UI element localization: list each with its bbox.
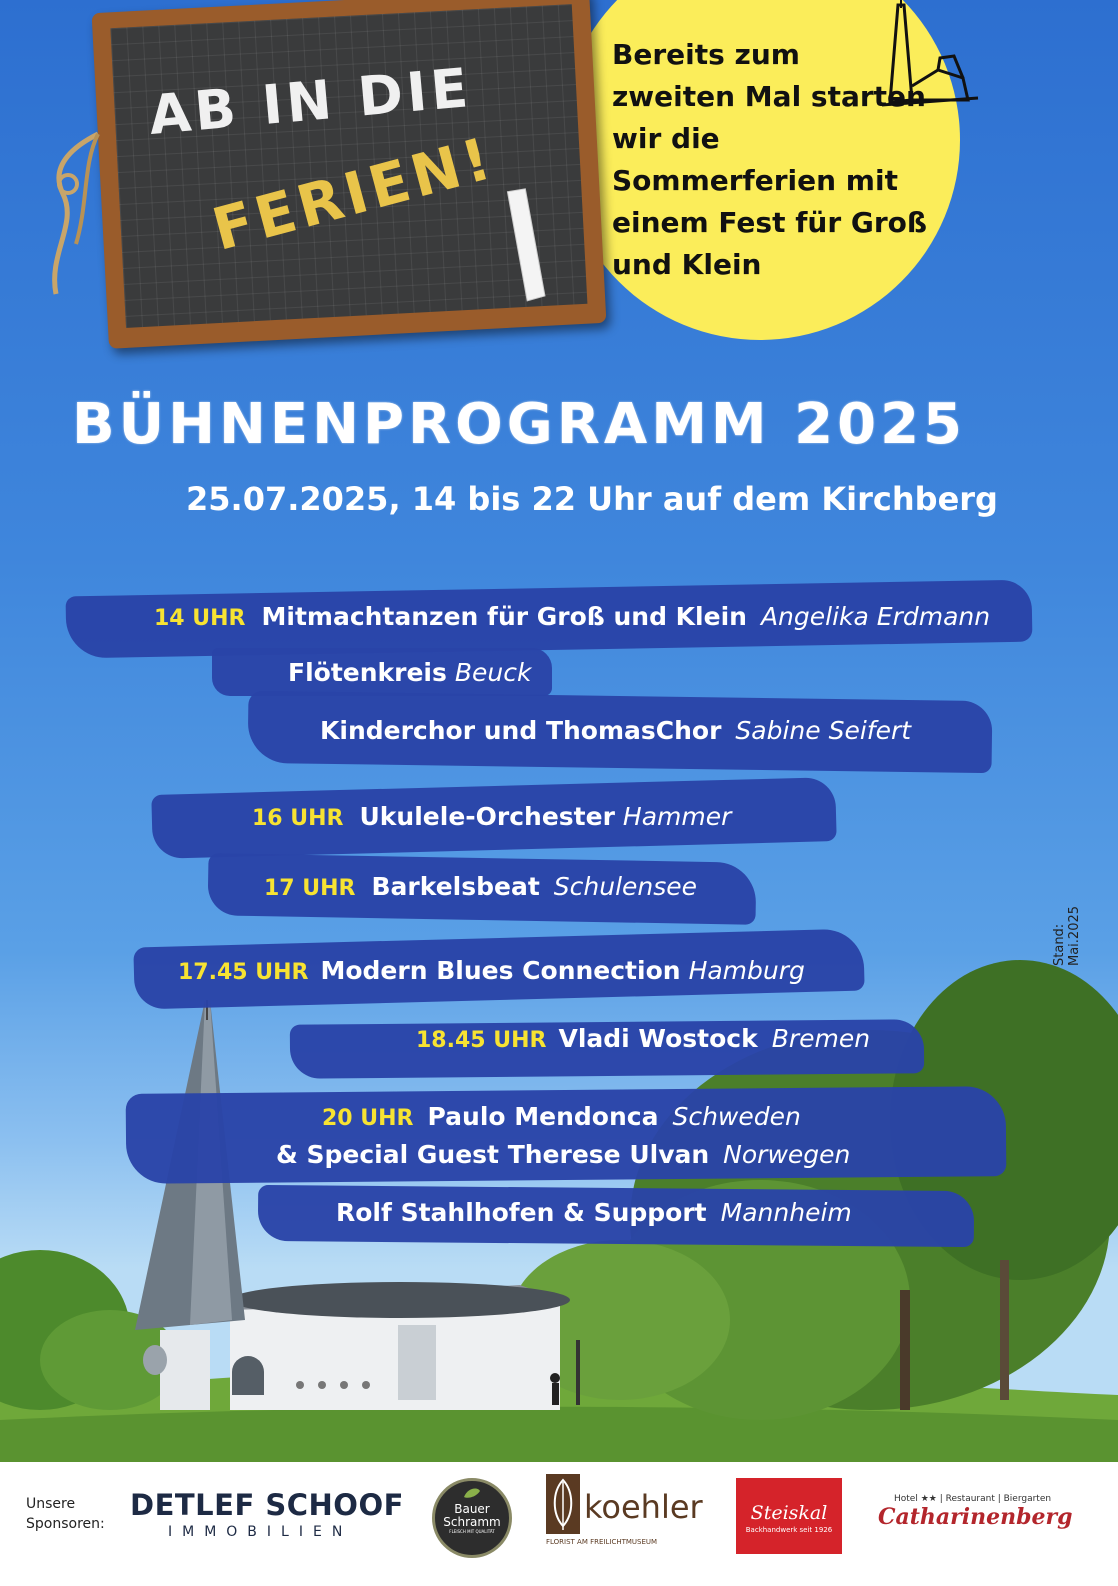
program-origin: Sabine Seifert: [735, 716, 912, 745]
program-origin: Angelika Erdmann: [760, 602, 991, 631]
bauer-schramm-line2: Schramm: [443, 1515, 501, 1529]
steiskal-name: Steiskal: [750, 1502, 828, 1524]
program-row: [252, 802, 731, 831]
program-origin: Hamburg: [688, 956, 805, 985]
program-row: [322, 1102, 801, 1131]
program-row: [276, 1140, 850, 1169]
program-act: & Special Guest Therese Ulvan: [276, 1140, 710, 1169]
sponsor-label: Unsere Sponsoren:: [26, 1496, 105, 1532]
brush-stroke: [126, 1086, 1007, 1184]
bauer-schramm-tagline: FLEISCH MIT QUALITÄT: [449, 1529, 495, 1534]
detlef-schoof-tagline: IMMOBILIEN: [168, 1524, 353, 1540]
sponsor-bar: [0, 1462, 1118, 1586]
program-row: [178, 956, 805, 985]
program-time: 18.45 UHR: [416, 1028, 547, 1053]
program-origin: Beuck: [454, 658, 532, 687]
program-act: Flötenkreis: [288, 658, 447, 687]
program-act: Mitmachtanzen für Groß und Klein: [261, 602, 747, 631]
program-row: [336, 1198, 852, 1227]
sponsor-steiskal-logo: [736, 1478, 842, 1554]
koehler-name: koehler: [584, 1488, 703, 1526]
program-time: 17.45 UHR: [178, 960, 309, 985]
koehler-tagline: FLORIST AM FREILICHTMUSEUM: [546, 1538, 658, 1546]
program-row: [416, 1024, 870, 1053]
program-time: 20 UHR: [322, 1106, 414, 1131]
program-origin: Bremen: [771, 1024, 871, 1053]
program-act: Barkelsbeat: [371, 872, 540, 901]
chalk-piece-icon: [499, 186, 551, 308]
program-act: Rolf Stahlhofen & Support: [336, 1198, 707, 1227]
program-time: 16 UHR: [252, 806, 344, 831]
sponsor-bauer-schramm-logo: [432, 1478, 512, 1558]
sponsor-catharinenberg-logo: [878, 1494, 1072, 1530]
program-origin: Schulensee: [553, 872, 698, 901]
program-row: [288, 658, 532, 687]
intro-text: Bereits zum zweiten Mal starten wir die Sommerferien mit einem Fest für Groß und Klein: [612, 38, 928, 281]
program-row: [264, 872, 697, 901]
chalk-headline-line2: FERIEN!: [205, 123, 502, 264]
catharinenberg-tagline: Hotel ★★ | Restaurant | Biergarten: [894, 1494, 1052, 1504]
chalkboard: [92, 0, 607, 349]
program-origin: Hammer: [622, 802, 732, 831]
program-act: Paulo Mendonca: [427, 1102, 659, 1131]
program-time: 14 UHR: [154, 606, 246, 631]
leaf-icon: [462, 1487, 482, 1499]
program-row: [154, 602, 990, 631]
koehler-leaf-icon: [546, 1474, 580, 1534]
chalk-headline-line1: AB IN DIE: [146, 55, 475, 147]
page-title: BÜHNENPROGRAMM 2025: [72, 392, 967, 457]
program-row: [320, 716, 911, 745]
church-sketch-icon: [868, 0, 988, 118]
steiskal-tagline: Backhandwerk seit 1926: [745, 1526, 833, 1534]
program-time: 17 UHR: [264, 876, 356, 901]
program-act: Vladi Wostock: [558, 1024, 758, 1053]
program-act: Modern Blues Connection: [320, 956, 681, 985]
catharinenberg-name: Catharinenberg: [878, 1504, 1073, 1530]
string-knot-icon: [38, 124, 108, 304]
stand-note: Stand: Mai.2025: [1052, 905, 1082, 966]
detlef-schoof-name: DETLEF SCHOOF: [130, 1488, 404, 1522]
sponsor-detlef-schoof-logo: [130, 1488, 404, 1540]
program-act: Ukulele-Orchester: [359, 802, 615, 831]
program-origin: Schweden: [672, 1102, 801, 1131]
program-origin: Mannheim: [720, 1198, 852, 1227]
program-origin: Norwegen: [723, 1140, 851, 1169]
event-date: 25.07.2025, 14 bis 22 Uhr auf dem Kirchberg: [186, 480, 998, 518]
bauer-schramm-line1: Bauer: [454, 1502, 490, 1516]
program-act: Kinderchor und ThomasChor: [320, 716, 722, 745]
